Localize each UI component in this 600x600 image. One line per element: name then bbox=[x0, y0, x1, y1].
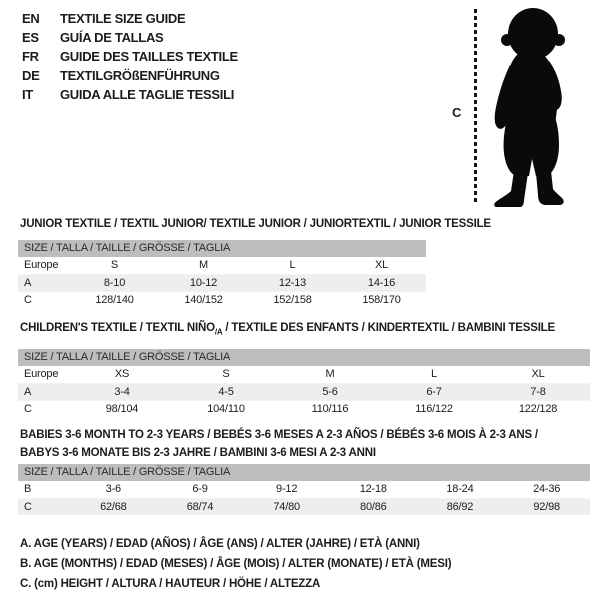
language-title: GUIDA ALLE TAGLIE TESSILI bbox=[60, 87, 235, 102]
table-cell: 6-9 bbox=[192, 483, 208, 496]
table-cell: 5-6 bbox=[322, 385, 338, 398]
babies-table-title-line2: BABYS 3-6 MONATE BIS 2-3 JAHRE / BAMBINI 3-6 MESI A 2-3 ANNI bbox=[20, 447, 376, 459]
table-cell: S bbox=[110, 259, 119, 272]
table-cell: 152/158 bbox=[273, 293, 312, 306]
children-table-title bbox=[20, 319, 555, 341]
table-cell: 10-12 bbox=[189, 276, 218, 289]
table-cell: 6-7 bbox=[426, 385, 442, 398]
size-header-bar: SIZE / TALLA / TAILLE / GRÖSSE / TAGLIA bbox=[18, 349, 590, 366]
table-cell: 86/92 bbox=[446, 500, 474, 513]
language-title: TEXTILE SIZE GUIDE bbox=[60, 11, 186, 26]
size-header-bar: SIZE / TALLA / TAILLE / GRÖSSE / TAGLIA bbox=[18, 464, 590, 481]
note-age-months: B. AGE (MONTHS) / EDAD (MESES) / ÂGE (MOIS) / ALTER (MONATE) / ETÀ (MESI) bbox=[20, 558, 452, 570]
row-label: C bbox=[24, 402, 32, 415]
table-cell: 74/80 bbox=[273, 500, 300, 513]
children-table-title-text: CHILDREN'S TEXTILE / TEXTIL NIÑO bbox=[20, 322, 215, 334]
babies-table-title-line1: BABIES 3-6 MONTH TO 2-3 YEARS / BEBÉS 3-6 MESES A 2-3 AÑOS / BÉBÉS 3-6 MOIS À 2-3 ANS / bbox=[20, 429, 538, 441]
language-code: ES bbox=[22, 30, 39, 45]
table-cell: 9-12 bbox=[276, 483, 298, 496]
table-row bbox=[18, 366, 590, 383]
table-cell: 12-18 bbox=[359, 483, 387, 496]
language-code: EN bbox=[22, 11, 40, 26]
row-label: Europe bbox=[24, 368, 59, 381]
table-row bbox=[18, 291, 426, 308]
children-size-table bbox=[18, 349, 590, 417]
table-cell: 24-36 bbox=[533, 483, 561, 496]
language-code: FR bbox=[22, 49, 39, 64]
junior-size-table bbox=[18, 240, 426, 308]
language-title: TEXTILGRÖßENFÜHRUNG bbox=[60, 68, 220, 83]
language-list bbox=[22, 9, 238, 104]
table-cell: 3-4 bbox=[114, 385, 130, 398]
language-row-en bbox=[22, 9, 238, 28]
babies-table-title bbox=[20, 426, 538, 462]
table-cell: 122/128 bbox=[518, 402, 558, 415]
row-label: B bbox=[24, 483, 32, 496]
table-row bbox=[18, 383, 590, 400]
table-cell: 4-5 bbox=[218, 385, 234, 398]
table-cell: 158/170 bbox=[362, 293, 401, 306]
table-cell: XL bbox=[531, 368, 545, 381]
babies-size-table bbox=[18, 464, 590, 515]
table-cell: XL bbox=[374, 259, 389, 272]
language-row-it bbox=[22, 85, 238, 104]
table-cell: M bbox=[325, 368, 335, 381]
language-code: IT bbox=[22, 87, 33, 102]
table-row bbox=[18, 274, 426, 291]
table-cell: 62/68 bbox=[100, 500, 127, 513]
table-cell: 110/116 bbox=[311, 402, 349, 415]
table-cell: 104/110 bbox=[207, 402, 245, 415]
language-row-de bbox=[22, 66, 238, 85]
row-label: A bbox=[24, 385, 32, 398]
toddler-silhouette-icon bbox=[486, 7, 578, 207]
height-dashed-line bbox=[474, 9, 477, 205]
junior-table-title-text: JUNIOR TEXTILE / TEXTIL JUNIOR/ TEXTILE JUNIOR / JUNIORTEXTIL / JUNIOR TESSILE bbox=[20, 218, 491, 230]
table-cell: 7-8 bbox=[530, 385, 546, 398]
size-header-bar: SIZE / TALLA / TAILLE / GRÖSSE / TAGLIA bbox=[18, 240, 426, 257]
table-row bbox=[18, 498, 590, 515]
table-cell: 8-10 bbox=[103, 276, 126, 289]
note-age-years: A. AGE (YEARS) / EDAD (AÑOS) / ÂGE (ANS) / ALTER (JAHRE) / ETÀ (ANNI) bbox=[20, 538, 420, 550]
language-row-fr bbox=[22, 47, 238, 66]
language-code: DE bbox=[22, 68, 40, 83]
language-row-es bbox=[22, 28, 238, 47]
legend-notes bbox=[20, 534, 451, 594]
table-row bbox=[18, 481, 590, 498]
row-label: A bbox=[24, 276, 32, 289]
table-cell: 12-13 bbox=[278, 276, 307, 289]
table-cell: 14-16 bbox=[367, 276, 396, 289]
table-cell: 80/86 bbox=[360, 500, 387, 513]
table-cell: 3-6 bbox=[105, 483, 121, 496]
table-cell: 92/98 bbox=[533, 500, 560, 513]
table-cell: S bbox=[222, 368, 230, 381]
note-height-cm: C. (cm) HEIGHT / ALTURA / HAUTEUR / HÖHE / ALTEZZA bbox=[20, 578, 321, 590]
table-cell: L bbox=[289, 259, 296, 272]
table-cell: XS bbox=[114, 368, 130, 381]
table-cell: 116/122 bbox=[415, 402, 453, 415]
table-cell: 128/140 bbox=[95, 293, 134, 306]
children-table-title-sub: /A bbox=[214, 327, 223, 337]
table-row bbox=[18, 400, 590, 417]
language-title: GUIDE DES TAILLES TEXTILE bbox=[60, 49, 238, 64]
table-cell: 98/104 bbox=[105, 402, 139, 415]
table-cell: 68/74 bbox=[186, 500, 214, 513]
row-label: C bbox=[24, 500, 32, 513]
table-cell: M bbox=[199, 259, 208, 272]
junior-table-title bbox=[20, 215, 491, 233]
table-cell: 18-24 bbox=[446, 483, 474, 496]
children-table-title-text: / TEXTILE DES ENFANTS / KINDERTEXTIL / BAMBINI TESSILE bbox=[222, 322, 555, 334]
table-row bbox=[18, 257, 426, 274]
language-title: GUÍA DE TALLAS bbox=[60, 30, 164, 45]
height-marker-label: C bbox=[452, 105, 462, 120]
row-label: C bbox=[24, 293, 32, 306]
table-cell: L bbox=[431, 368, 437, 381]
row-label: Europe bbox=[24, 259, 59, 272]
table-cell: 140/152 bbox=[184, 293, 223, 306]
